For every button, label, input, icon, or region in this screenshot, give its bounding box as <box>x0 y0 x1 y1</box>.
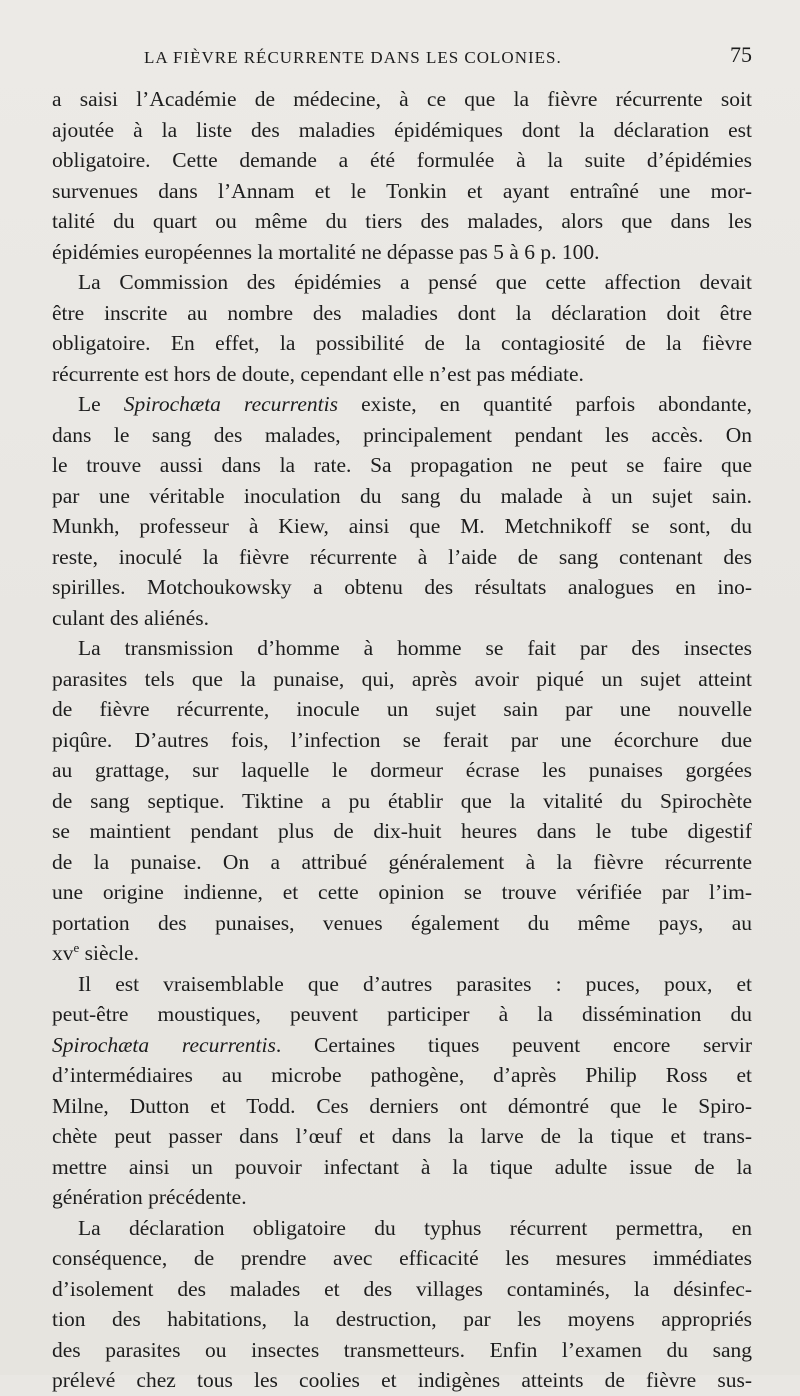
text-line: tion des habitations, la destruction, par les moyens appropriés <box>52 1307 752 1331</box>
text-line <box>52 938 752 969</box>
text-line: La déclaration obligatoire du typhus récurrent permettra, en <box>78 1215 752 1240</box>
text-line: être inscrite au nombre des maladies dont la déclaration doit être <box>52 300 752 325</box>
text-line: d’isolement des malades et des villages contaminés, la désinfec- <box>52 1276 752 1301</box>
text-line: des parasites ou insectes transmetteurs. Enfin l’examen du sang <box>52 1337 752 1362</box>
text-line: culant des aliénés. <box>52 605 210 630</box>
text-line: parasites tels que la punaise, qui, après avoir piqué un sujet atteint <box>52 666 752 691</box>
text-line: conséquence, de prendre avec efficacité les mesures immédiates <box>52 1246 752 1270</box>
text-line: récurrente est hors de doute, cependant elle n’est pas médiate. <box>52 361 584 386</box>
text-line: d’intermédiaires au microbe pathogène, d’après Philip Ross et <box>52 1063 752 1087</box>
body-text <box>52 84 752 1396</box>
text-line: obligatoire. Cette demande a été formulée à la suite d’épidémies <box>52 148 752 172</box>
text-line: talité du quart ou même du tiers des malades, alors que dans les <box>52 209 752 233</box>
text-line: de sang septique. Tiktine a pu établir que la vitalité du Spirochète <box>52 788 752 813</box>
text-line: a saisi l’Académie de médecine, à ce que la fièvre récurrente soit <box>52 87 752 111</box>
text-line: La Commission des épidémies a pensé que cette affection devait <box>78 270 752 294</box>
italic-species-name: Spirochæta recurrentis <box>52 1032 276 1057</box>
text-line: chète peut passer dans l’œuf et dans la larve de la tique et trans- <box>52 1124 752 1148</box>
running-title: LA FIÈVRE RÉCURRENTE DANS LES COLONIES. <box>144 48 562 67</box>
superscript: e <box>73 939 80 955</box>
text-line: une origine indienne, et cette opinion se trouve vérifiée par l’im- <box>52 880 752 904</box>
text-line: survenues dans l’Annam et le Tonkin et ayant entraîné une mor- <box>52 178 752 203</box>
text-segment: xv <box>52 941 74 965</box>
text-line: mettre ainsi un pouvoir infectant à la tique adulte issue de la <box>52 1154 752 1179</box>
text-segment: siècle. <box>79 941 139 965</box>
text-line: prélevé chez tous les coolies et indigènes atteints de fièvre sus- <box>52 1368 752 1392</box>
page-number: 75 <box>730 42 752 67</box>
text-line: ajoutée à la liste des maladies épidémiques dont la déclaration est <box>52 117 752 142</box>
italic-species-name: Spirochæta recurrentis <box>123 392 338 416</box>
page-header <box>52 42 752 74</box>
text-line: Il est vraisemblable que d’autres parasites : puces, poux, et <box>78 971 752 996</box>
text-line: de la punaise. On a attribué généralement à la fièvre récurrente <box>52 849 752 874</box>
text-line <box>52 389 752 420</box>
text-line: spirilles. Motchoukowsky a obtenu des résultats analogues en ino- <box>52 575 752 599</box>
text-segment: . Certaines tiques peuvent encore servir <box>275 1032 752 1057</box>
text-line <box>52 1030 752 1061</box>
text-line: de fièvre récurrente, inocule un sujet sain par une nouvelle <box>52 697 752 721</box>
text-line: piqûre. D’autres fois, l’infection se ferait par une écorchure due <box>52 727 752 752</box>
text-line: dans le sang des malades, principalement pendant les accès. On <box>52 422 752 447</box>
text-line: le trouve aussi dans la rate. Sa propagation ne peut se faire que <box>52 453 752 477</box>
text-line: reste, inoculé la fièvre récurrente à l’aide de sang contenant des <box>52 544 752 569</box>
text-line: Munkh, professeur à Kiew, ainsi que M. Metchnikoff se sont, du <box>52 514 752 538</box>
text-segment: Le <box>78 392 124 416</box>
text-line: portation des punaises, venues également du même pays, au <box>52 910 752 935</box>
text-line: par une véritable inoculation du sang du malade à un sujet sain. <box>52 483 752 508</box>
text-segment: existe, en quantité parfois abondante, <box>337 392 752 416</box>
text-line: génération précédente. <box>52 1185 247 1209</box>
text-line: Milne, Dutton et Todd. Ces derniers ont démontré que le Spiro- <box>52 1093 752 1118</box>
text-line: au grattage, sur laquelle le dormeur écrase les punaises gorgées <box>52 758 752 782</box>
text-line: se maintient pendant plus de dix-huit heures dans le tube digestif <box>52 819 752 843</box>
text-line: La transmission d’homme à homme se fait par des insectes <box>78 636 752 660</box>
text-line: obligatoire. En effet, la possibilité de la contagiosité de la fièvre <box>52 331 752 355</box>
text-line: épidémies européennes la mortalité ne dépasse pas 5 à 6 p. 100. <box>52 239 600 264</box>
text-line: peut-être moustiques, peuvent participer à la dissémination du <box>52 1002 752 1026</box>
